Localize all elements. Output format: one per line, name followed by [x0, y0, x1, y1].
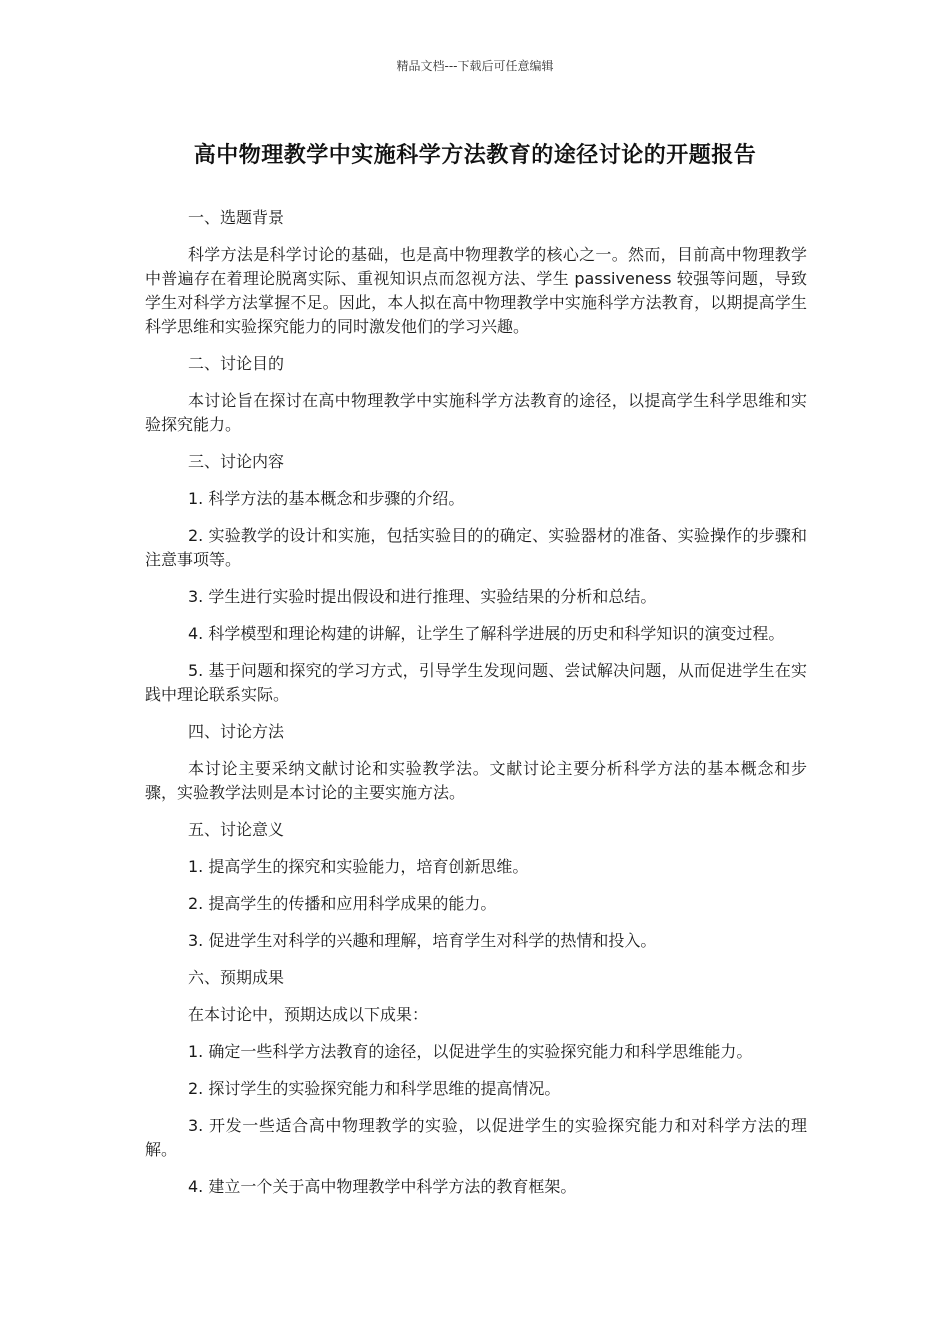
section-heading-method: 四、讨论方法 — [188, 722, 285, 741]
list-item: 1. 科学方法的基本概念和步骤的介绍。 — [188, 489, 465, 508]
section-heading-background: 一、选题背景 — [188, 208, 285, 227]
header-note: 精品文档---下载后可任意编辑 — [396, 59, 554, 73]
list-item: 3. 促进学生对科学的兴趣和理解，培育学生对科学的热情和投入。 — [188, 931, 657, 950]
document-body — [145, 206, 807, 1212]
list-item: 2. 实验教学的设计和实施，包括实验目的的确定、实验器材的准备、实验操作的步骤和注意事项等。 — [145, 526, 807, 569]
list-item: 3. 学生进行实验时提出假设和进行推理、实验结果的分析和总结。 — [188, 587, 657, 606]
list-item: 4. 科学模型和理论构建的讲解，让学生了解科学进展的历史和科学知识的演变过程。 — [188, 624, 785, 643]
paragraph-background: 科学方法是科学讨论的基础，也是高中物理教学的核心之一。然而，目前高中物理教学中普遍存在着理论脱离实际、重视知识点而忽视方法、学生 passiveness 较强等问题，导致学生对科学方法掌握不足。因此，本人拟在高中物理教学中实施科学方法教育，以期提高学生科学思维和实验探究能力的同时激发他们的学习兴趣。 — [145, 245, 807, 336]
section-heading-content: 三、讨论内容 — [188, 452, 285, 471]
list-item: 5. 基于问题和探究的学习方式，引导学生发现问题、尝试解决问题，从而促进学生在实践中理论联系实际。 — [145, 661, 807, 704]
section-heading-outcomes: 六、预期成果 — [188, 968, 285, 987]
list-item: 2. 探讨学生的实验探究能力和科学思维的提高情况。 — [188, 1079, 561, 1098]
section-heading-purpose: 二、讨论目的 — [188, 354, 285, 373]
list-item: 2. 提高学生的传播和应用科学成果的能力。 — [188, 894, 497, 913]
paragraph-method: 本讨论主要采纳文献讨论和实验教学法。文献讨论主要分析科学方法的基本概念和步骤，实验教学法则是本讨论的主要实施方法。 — [145, 759, 807, 802]
section-heading-significance: 五、讨论意义 — [188, 820, 285, 839]
paragraph-outcomes-intro: 在本讨论中，预期达成以下成果： — [188, 1005, 429, 1024]
document-title: 高中物理教学中实施科学方法教育的途径讨论的开题报告 — [193, 143, 757, 168]
list-item: 1. 确定一些科学方法教育的途径，以促进学生的实验探究能力和科学思维能力。 — [188, 1042, 753, 1061]
list-item: 3. 开发一些适合高中物理教学的实验，以促进学生的实验探究能力和对科学方法的理解。 — [145, 1116, 807, 1159]
list-item: 4. 建立一个关于高中物理教学中科学方法的教育框架。 — [188, 1177, 577, 1196]
paragraph-purpose: 本讨论旨在探讨在高中物理教学中实施科学方法教育的途径，以提高学生科学思维和实验探究能力。 — [145, 391, 807, 434]
list-item: 1. 提高学生的探究和实验能力，培育创新思维。 — [188, 857, 529, 876]
